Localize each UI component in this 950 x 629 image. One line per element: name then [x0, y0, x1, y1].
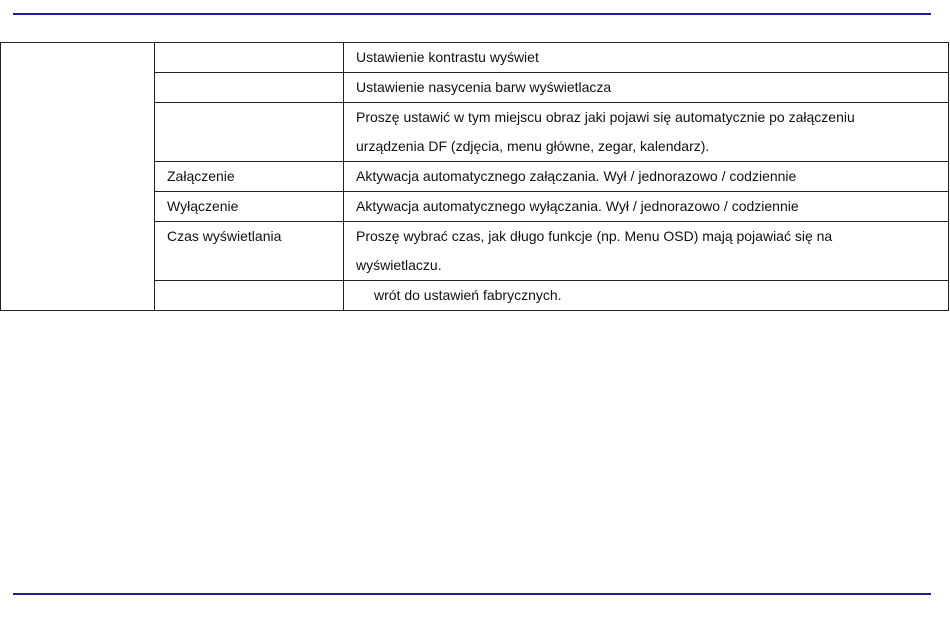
setting-name-cell: [155, 43, 344, 73]
setting-name-cell: [155, 73, 344, 103]
setting-description-cell: [344, 162, 949, 192]
setting-description-cell: [344, 222, 949, 281]
setting-description-cell: [344, 103, 949, 162]
setting-description-cell: [344, 192, 949, 222]
setting-name-cell: Załączenie: [155, 162, 344, 192]
setting-description: Proszę ustawić w tym miejscu obraz jaki pojawi się automatycznie po załączeniu urządzenia DF (zdjęcia, menu główne, zegar, kalendarz).: [356, 109, 855, 154]
setting-name-cell: Czas wyświetlania: [155, 222, 344, 281]
table-row: [1, 43, 949, 73]
setting-description: Aktywacja automatycznego wyłączania. Wył / jednorazowo / codziennie: [356, 198, 799, 214]
setting-name-cell: [155, 103, 344, 162]
setting-description: Aktywacja automatycznego załączania. Wył / jednorazowo / codziennie: [356, 168, 797, 184]
setting-description-cell: [344, 281, 949, 311]
setting-name-cell: [155, 281, 344, 311]
section-cell: [1, 43, 155, 311]
header-rule: [13, 13, 931, 15]
footer-rule: [13, 593, 931, 595]
setting-description: Proszę wybrać czas, jak długo funkcje (np. Menu OSD) mają pojawiać się na wyświetlaczu.: [356, 228, 833, 273]
setting-description-cell: [344, 43, 949, 73]
setting-name-cell: Wyłączenie: [155, 192, 344, 222]
setting-description-cell: [344, 73, 949, 103]
setting-description: Ustawienie kontrastu wyświet: [356, 49, 539, 65]
settings-table: [0, 42, 949, 311]
setting-description: Ustawienie nasycenia barw wyświetlacza: [356, 79, 612, 95]
setting-description: wrót do ustawień fabrycznych.: [374, 287, 562, 303]
